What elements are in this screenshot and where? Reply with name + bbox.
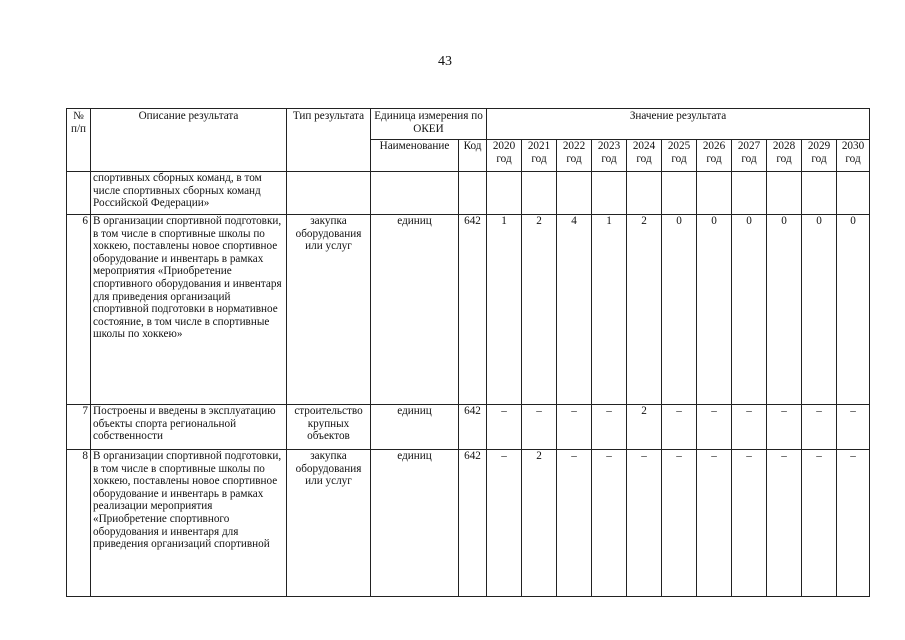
header-description: Описание результата xyxy=(91,109,287,172)
value-2028: – xyxy=(767,405,802,450)
header-value: Значение результата xyxy=(487,109,870,140)
value-2020: – xyxy=(487,450,522,597)
value-2022: 4 xyxy=(557,215,592,405)
results-table xyxy=(66,108,870,597)
value-2029: – xyxy=(802,405,837,450)
value-2024: – xyxy=(627,450,662,597)
row-type: строительство крупных объектов xyxy=(287,405,371,450)
value-2028 xyxy=(767,172,802,215)
value-2020: – xyxy=(487,405,522,450)
header-year-2026: 2026 год xyxy=(697,140,732,172)
row-num: 7 xyxy=(67,405,91,450)
value-2021: 2 xyxy=(522,450,557,597)
header-year-2029: 2029 год xyxy=(802,140,837,172)
value-2027: 0 xyxy=(732,215,767,405)
value-2024: 2 xyxy=(627,405,662,450)
header-year-2023: 2023 год xyxy=(592,140,627,172)
value-2023: 1 xyxy=(592,215,627,405)
value-2028: – xyxy=(767,450,802,597)
value-2023: – xyxy=(592,450,627,597)
value-2025 xyxy=(662,172,697,215)
table-row xyxy=(67,405,870,450)
value-2026: 0 xyxy=(697,215,732,405)
value-2023: – xyxy=(592,405,627,450)
row-type xyxy=(287,172,371,215)
row-unit-code: 642 xyxy=(459,215,487,405)
value-2027 xyxy=(732,172,767,215)
row-type: закупка оборудования или услуг xyxy=(287,450,371,597)
header-year-2030: 2030 год xyxy=(837,140,870,172)
row-unit-name: единиц xyxy=(371,450,459,597)
header-year-2024: 2024 год xyxy=(627,140,662,172)
value-2026 xyxy=(697,172,732,215)
page-number: 43 xyxy=(438,54,452,69)
value-2021: 2 xyxy=(522,215,557,405)
row-description: В организации спортивной подготовки, в том числе в спортивные школы по хоккею, поставлены новое спортивное оборудование и инвентарь в рамках мероприятия «Приобретение спортивного оборудования и инвентаря для приведения организаций спортивной подготовки в нормативное состояние, в том числе в спортивные школы по хоккею» xyxy=(91,215,287,405)
header-row-1 xyxy=(67,109,870,140)
value-2025: 0 xyxy=(662,215,697,405)
value-2022 xyxy=(557,172,592,215)
value-2021 xyxy=(522,172,557,215)
header-year-2025: 2025 год xyxy=(662,140,697,172)
value-2021: – xyxy=(522,405,557,450)
row-description: В организации спортивной подготовки, в том числе в спортивные школы по хоккею, поставлены новое спортивное оборудование и инвентарь в рамках реализации мероприятия «Приобретение спортивного оборудования и инвентаря для приведения организаций спортивной xyxy=(91,450,287,597)
header-unit-name: Наименование xyxy=(371,140,459,172)
value-2020: 1 xyxy=(487,215,522,405)
row-unit-name: единиц xyxy=(371,215,459,405)
row-unit-code: 642 xyxy=(459,450,487,597)
value-2029 xyxy=(802,172,837,215)
value-2029: – xyxy=(802,450,837,597)
value-2026: – xyxy=(697,450,732,597)
value-2026: – xyxy=(697,405,732,450)
row-unit-name xyxy=(371,172,459,215)
value-2024: 2 xyxy=(627,215,662,405)
value-2030: – xyxy=(837,405,870,450)
header-type: Тип результата xyxy=(287,109,371,172)
value-2027: – xyxy=(732,450,767,597)
value-2022: – xyxy=(557,450,592,597)
value-2028: 0 xyxy=(767,215,802,405)
row-num: 8 xyxy=(67,450,91,597)
value-2030: – xyxy=(837,450,870,597)
value-2029: 0 xyxy=(802,215,837,405)
row-unit-name: единиц xyxy=(371,405,459,450)
value-2020 xyxy=(487,172,522,215)
row-description: спортивных сборных команд, в том числе спортивных сборных команд Российской Федерации» xyxy=(91,172,287,215)
row-unit-code xyxy=(459,172,487,215)
header-num: № п/п xyxy=(67,109,91,172)
row-num: 6 xyxy=(67,215,91,405)
value-2030: 0 xyxy=(837,215,870,405)
table-row xyxy=(67,215,870,405)
row-type: закупка оборудования или услуг xyxy=(287,215,371,405)
value-2030 xyxy=(837,172,870,215)
table-row xyxy=(67,450,870,597)
value-2027: – xyxy=(732,405,767,450)
row-description: Построены и введены в эксплуатацию объекты спорта региональной собственности xyxy=(91,405,287,450)
header-year-2021: 2021 год xyxy=(522,140,557,172)
header-year-2027: 2027 год xyxy=(732,140,767,172)
header-unit: Единица измерения по ОКЕИ xyxy=(371,109,487,140)
header-year-2020: 2020 год xyxy=(487,140,522,172)
table-row xyxy=(67,172,870,215)
header-year-2028: 2028 год xyxy=(767,140,802,172)
value-2025: – xyxy=(662,450,697,597)
row-num xyxy=(67,172,91,215)
value-2024 xyxy=(627,172,662,215)
value-2023 xyxy=(592,172,627,215)
header-unit-code: Код xyxy=(459,140,487,172)
row-unit-code: 642 xyxy=(459,405,487,450)
value-2025: – xyxy=(662,405,697,450)
value-2022: – xyxy=(557,405,592,450)
header-year-2022: 2022 год xyxy=(557,140,592,172)
